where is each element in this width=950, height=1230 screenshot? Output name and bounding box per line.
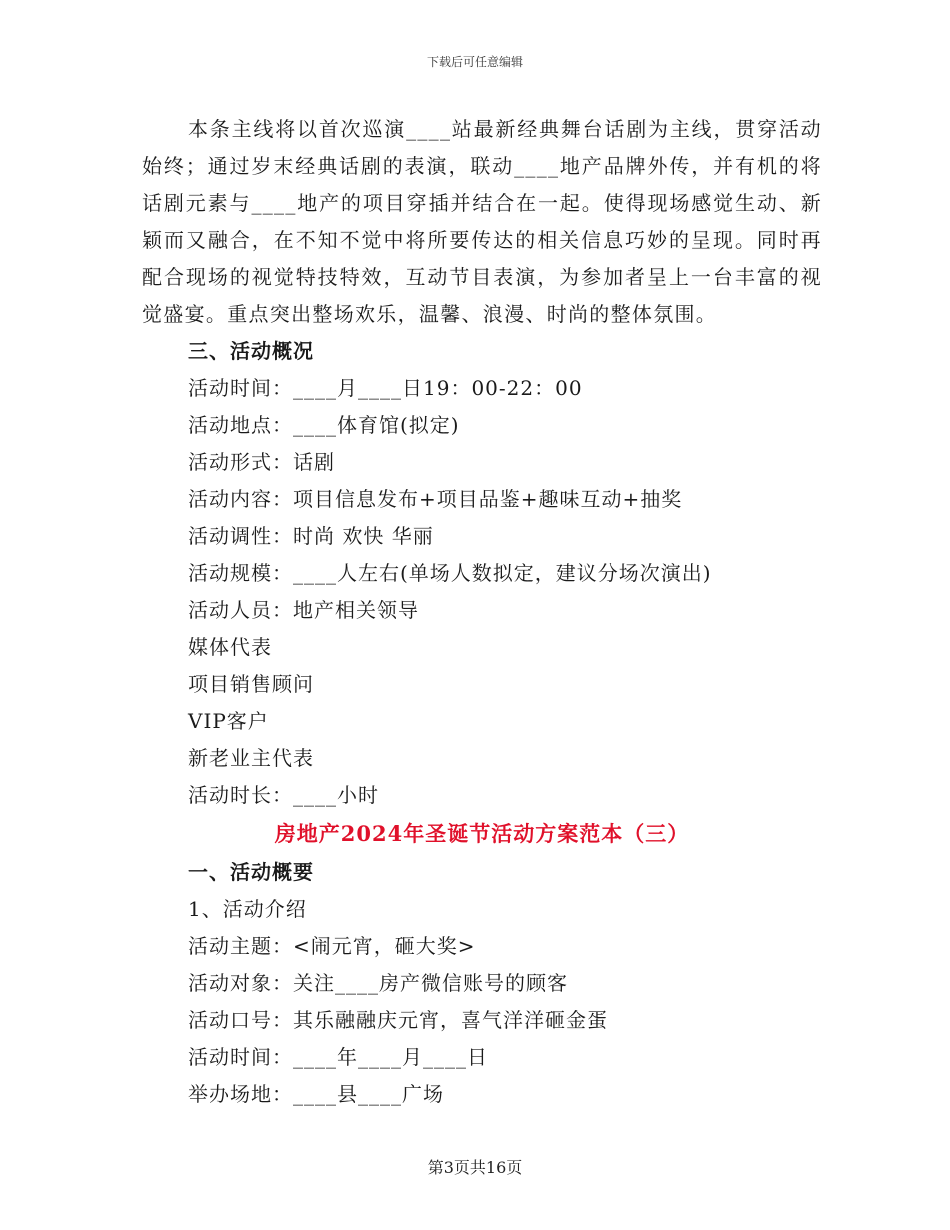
info-line: 举办场地：____县____广场	[188, 1082, 444, 1106]
section-heading-summary: 一、活动概要	[188, 860, 314, 884]
info-line: 活动口号：其乐融融庆元宵，喜气洋洋砸金蛋	[188, 1008, 608, 1032]
page-footer: 第3页共16页	[427, 1158, 523, 1177]
info-line: 活动规模：____人左右(单场人数拟定，建议分场次演出)	[188, 561, 712, 585]
info-line: 活动时间：____年____月____日	[188, 1045, 488, 1069]
info-line: 活动主题：<闹元宵，砸大奖>	[188, 934, 476, 958]
info-line: 媒体代表	[188, 635, 272, 659]
info-line: 活动调性：时尚 欢快 华丽	[188, 524, 434, 548]
document-title: 房地产2024年圣诞节活动方案范本（三）	[274, 821, 690, 846]
info-line: 活动对象：关注____房产微信账号的顾客	[188, 971, 568, 995]
section-heading-overview: 三、活动概况	[188, 339, 314, 363]
intro-paragraph: 本条主线将以首次巡演____站最新经典舞台话剧为主线，贯穿活动始终；通过岁末经典话剧的表演，联动____地产品牌外传，并有机的将话剧元素与____地产的项目穿插并结合在一起。使得现场感觉生动、新颖而又融合，在不知不觉中将所要传达的相关信息巧妙的呈现。同时再配合现场的视觉特技特效，互动节目表演，为参加者呈上一台丰富的视觉盛宴。重点突出整场欢乐，温馨、浪漫、时尚的整体氛围。	[142, 117, 822, 326]
info-line: 活动内容：项目信息发布+项目品鉴+趣味互动+抽奖	[188, 487, 683, 511]
info-line: 新老业主代表	[188, 746, 314, 770]
document-body	[142, 111, 822, 1113]
info-line: 项目销售顾问	[188, 672, 314, 696]
info-line: 活动时长：____小时	[188, 783, 379, 807]
info-line: VIP客户	[188, 709, 269, 733]
info-line: 活动时间：____月____日19：00-22：00	[188, 376, 583, 400]
sub-heading: 1、活动介绍	[188, 897, 307, 921]
info-line: 活动人员：地产相关领导	[188, 598, 419, 622]
info-line: 活动地点：____体育馆(拟定)	[188, 413, 460, 437]
page-header: 下载后可任意编辑	[426, 55, 523, 69]
info-line: 活动形式：话剧	[188, 450, 335, 474]
